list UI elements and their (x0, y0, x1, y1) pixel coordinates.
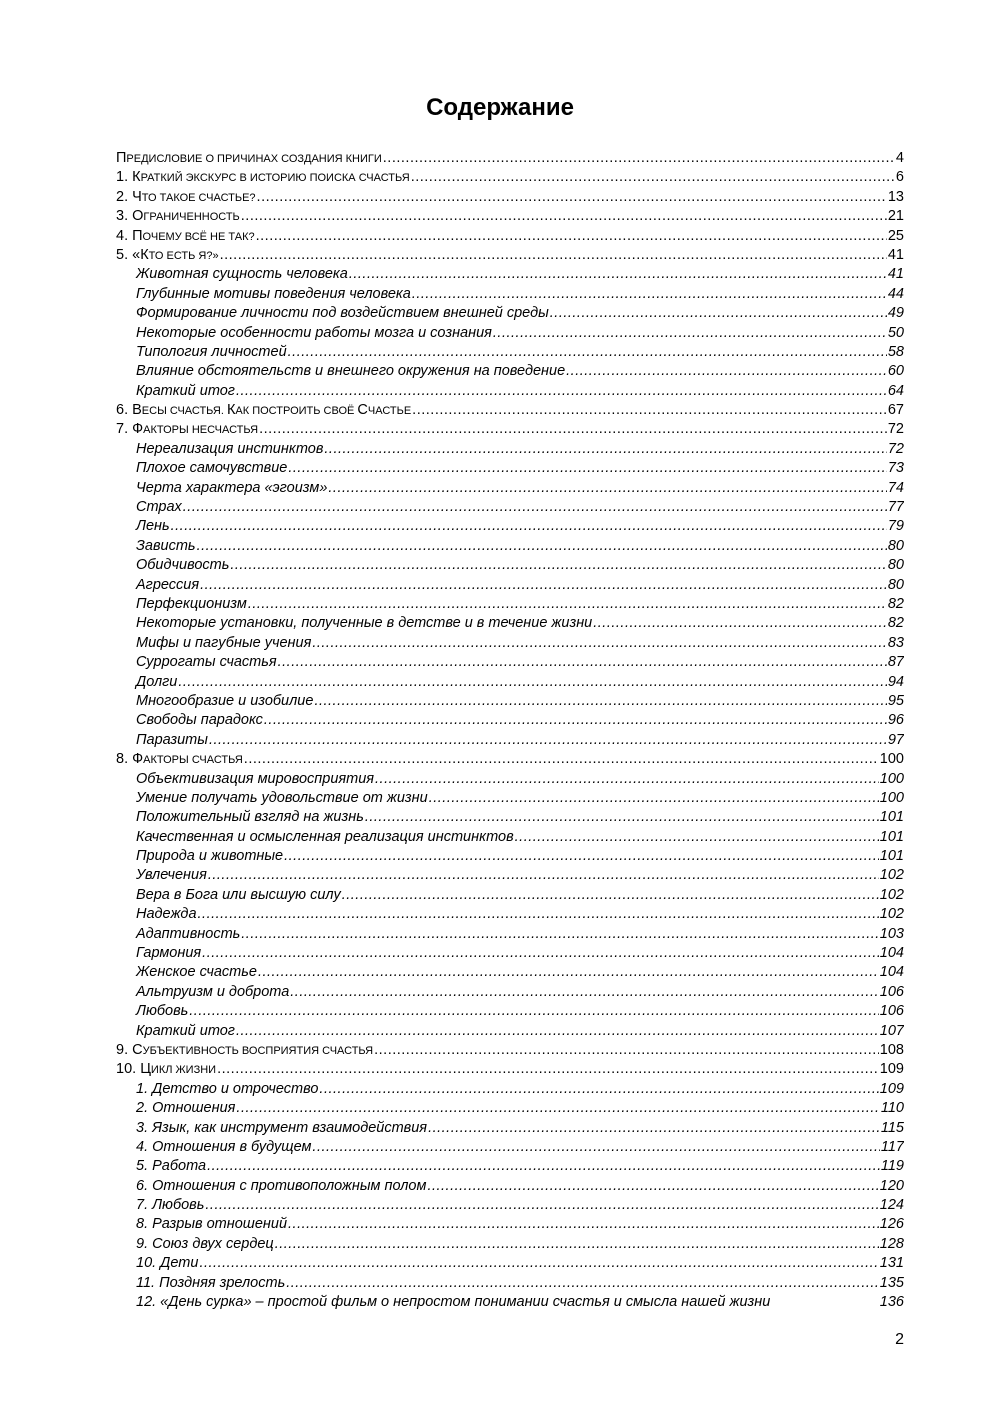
toc-entry[interactable] (116, 420, 904, 439)
toc-entry-title: ПРЕДИСЛОВИЕ О ПРИЧИНАХ СОЗДАНИЯ КНИГИ (116, 150, 382, 166)
toc-entry-title: Долги (136, 673, 178, 690)
toc-entry-title: Любовь (136, 1003, 189, 1020)
toc-page-number: 106 (879, 1003, 904, 1020)
dot-leader (217, 1060, 879, 1079)
toc-entry[interactable] (116, 207, 904, 226)
dot-leader (264, 711, 887, 730)
toc-subentry[interactable] (116, 963, 904, 982)
dot-leader (241, 925, 879, 944)
toc-subentry[interactable] (116, 808, 904, 827)
dot-leader (199, 1254, 878, 1273)
toc-entry-title: 3. Язык, как инструмент взаимодействия (136, 1119, 428, 1136)
toc-page-number: 58 (887, 343, 904, 360)
toc-page-number: 25 (887, 227, 904, 244)
toc-subentry[interactable] (116, 285, 904, 304)
toc-page-number: 100 (879, 770, 904, 787)
dot-leader (328, 479, 886, 498)
dot-leader (278, 653, 887, 672)
toc-page-number: 6 (895, 169, 904, 186)
dot-leader (374, 1041, 879, 1060)
toc-subentry[interactable] (116, 537, 904, 556)
toc-entry-title: Умение получать удовольствие от жизни (136, 789, 428, 806)
toc-page-number: 80 (887, 537, 904, 554)
toc-page-number: 100 (879, 751, 904, 768)
table-of-contents (116, 149, 904, 1312)
dot-leader (290, 983, 879, 1002)
toc-page-number: 96 (887, 712, 904, 729)
toc-page-number: 136 (879, 1294, 904, 1311)
toc-subentry[interactable] (116, 1293, 904, 1312)
toc-entry[interactable] (116, 188, 904, 207)
dot-leader (427, 1177, 878, 1196)
toc-subentry[interactable] (116, 731, 904, 750)
toc-page-number: 82 (887, 595, 904, 612)
dot-leader (236, 382, 887, 401)
toc-entry[interactable] (116, 401, 904, 420)
toc-entry-title: Черта характера «эгоизм» (136, 479, 328, 496)
dot-leader (275, 1235, 879, 1254)
toc-subentry[interactable] (116, 614, 904, 633)
toc-entry-title: Свободы парадокс (136, 712, 263, 729)
toc-entry-title: 7. Любовь (136, 1197, 205, 1214)
dot-leader (593, 614, 887, 633)
toc-page-number: 101 (879, 828, 904, 845)
dot-leader (550, 304, 887, 323)
toc-subentry[interactable] (116, 459, 904, 478)
dot-leader (493, 324, 887, 343)
toc-page-number: 104 (879, 964, 904, 981)
toc-entry-title: Глубинные мотивы поведения человека (136, 285, 411, 302)
toc-subentry[interactable] (116, 1138, 904, 1157)
toc-entry-title: Перфекционизм (136, 595, 247, 612)
toc-subentry[interactable] (116, 1002, 904, 1021)
toc-entry-title: 5. «КТО ЕСТЬ Я?» (116, 246, 219, 263)
toc-entry[interactable] (116, 1041, 904, 1060)
dot-leader (429, 789, 879, 808)
toc-page-number: 64 (887, 382, 904, 399)
dot-leader (342, 886, 879, 905)
toc-entry-title: Женское счастье (136, 964, 257, 981)
toc-entry-title: 7. ФАКТОРЫ НЕСЧАСТЬЯ (116, 421, 259, 438)
toc-page-number: 79 (887, 518, 904, 535)
toc-entry-title: 1. Детство и отрочество (136, 1080, 319, 1097)
toc-page-number: 74 (887, 479, 904, 496)
toc-page-number: 115 (880, 1119, 904, 1136)
toc-entry-title: 3. ОГРАНИЧЕННОСТЬ (116, 208, 240, 225)
toc-page-number: 83 (887, 634, 904, 651)
toc-entry-title: Паразиты (136, 731, 208, 748)
dot-leader (183, 498, 887, 517)
dot-leader (286, 1274, 879, 1293)
toc-entry-title: Многообразие и изобилие (136, 692, 314, 709)
toc-entry[interactable] (116, 1060, 904, 1079)
toc-page-number: 94 (887, 673, 904, 690)
toc-entry-title: Краткий итог (136, 1022, 235, 1039)
toc-page-number: 100 (879, 789, 904, 806)
dot-leader (515, 828, 879, 847)
dot-leader (259, 420, 887, 439)
toc-subentry[interactable] (116, 479, 904, 498)
toc-page-number: 117 (880, 1138, 904, 1155)
toc-subentry[interactable] (116, 265, 904, 284)
toc-page-number: 13 (887, 188, 904, 205)
dot-leader (200, 576, 887, 595)
toc-subentry[interactable] (116, 1119, 904, 1138)
toc-page-number: 101 (879, 848, 904, 865)
toc-page-number: 82 (887, 615, 904, 632)
dot-leader (241, 207, 887, 226)
toc-entry-title: Некоторые установки, полученные в детстве и в течение жизни (136, 615, 593, 632)
dot-leader (205, 1196, 878, 1215)
dot-leader (324, 440, 886, 459)
toc-page-number: 135 (879, 1274, 904, 1291)
toc-subentry[interactable] (116, 886, 904, 905)
toc-subentry[interactable] (116, 925, 904, 944)
toc-entry-title: 6. Отношения с противоположным полом (136, 1177, 427, 1194)
toc-page-number: 21 (887, 208, 904, 225)
toc-entry-title: 10. Дети (136, 1255, 199, 1272)
toc-entry-title: Зависть (136, 537, 196, 554)
dot-leader (198, 905, 879, 924)
toc-entry-title: 2. Отношения (136, 1100, 236, 1117)
dot-leader (208, 866, 879, 885)
dot-leader (244, 750, 879, 769)
dot-leader (220, 246, 887, 265)
toc-subentry[interactable] (116, 556, 904, 575)
page-title: Содержание (426, 94, 574, 121)
dot-leader (288, 343, 887, 362)
toc-entry-title: 6. ВЕСЫ СЧАСТЬЯ. КАК ПОСТРОИТЬ СВОЁ СЧАСТЬЕ (116, 402, 412, 419)
toc-entry-title: Природа и животные (136, 848, 284, 865)
toc-entry-title: Обидчивость (136, 557, 230, 574)
toc-entry[interactable] (116, 246, 904, 265)
toc-page-number: 73 (887, 460, 904, 477)
toc-page-number: 126 (879, 1216, 904, 1233)
toc-subentry[interactable] (116, 1215, 904, 1234)
toc-page-number: 106 (879, 983, 904, 1000)
toc-entry-title: Влияние обстоятельств и внешнего окружения на поведение (136, 363, 566, 380)
dot-leader (428, 1119, 880, 1138)
dot-leader (284, 847, 879, 866)
toc-entry-title: 10. ЦИКЛ ЖИЗНИ (116, 1061, 217, 1078)
toc-page-number: 102 (879, 906, 904, 923)
toc-page-number: 72 (887, 440, 904, 457)
toc-page-number: 102 (879, 886, 904, 903)
dot-leader (319, 1080, 878, 1099)
toc-page-number: 124 (879, 1197, 904, 1214)
toc-subentry[interactable] (116, 866, 904, 885)
dot-leader (258, 963, 879, 982)
toc-subentry[interactable] (116, 517, 904, 536)
dot-leader (365, 808, 879, 827)
dot-leader (197, 537, 887, 556)
toc-page-number: 50 (887, 324, 904, 341)
toc-entry-title: Вера в Бога или высшую силу (136, 886, 341, 903)
toc-entry-title: 8. Разрыв отношений (136, 1216, 288, 1233)
toc-subentry[interactable] (116, 343, 904, 362)
toc-subentry[interactable] (116, 828, 904, 847)
toc-subentry[interactable] (116, 1099, 904, 1118)
dot-leader (288, 1215, 879, 1234)
toc-page-number: 67 (887, 402, 904, 419)
toc-subentry[interactable] (116, 944, 904, 963)
toc-page-number: 95 (887, 692, 904, 709)
toc-page-number: 119 (880, 1158, 904, 1175)
toc-subentry[interactable] (116, 692, 904, 711)
toc-subentry[interactable] (116, 1235, 904, 1254)
toc-subentry[interactable] (116, 576, 904, 595)
toc-entry[interactable] (116, 168, 904, 187)
toc-entry-title: Объективизация мировосприятия (136, 770, 375, 787)
toc-subentry[interactable] (116, 653, 904, 672)
toc-entry-title: Плохое самочувствие (136, 460, 288, 477)
toc-page-number: 109 (879, 1061, 904, 1078)
toc-entry-title: Лень (136, 518, 170, 535)
toc-page-number: 44 (887, 285, 904, 302)
toc-subentry[interactable] (116, 1080, 904, 1099)
toc-page-number: 107 (879, 1022, 904, 1039)
toc-page-number: 120 (879, 1177, 904, 1194)
toc-entry-title: 1. КРАТКИЙ ЭКСКУРС В ИСТОРИЮ ПОИСКА СЧАСТЬЯ (116, 169, 410, 186)
toc-page-number: 41 (887, 246, 904, 263)
toc-entry-title: 8. ФАКТОРЫ СЧАСТЬЯ (116, 751, 243, 768)
toc-subentry[interactable] (116, 1177, 904, 1196)
toc-page-number: 60 (887, 363, 904, 380)
toc-subentry[interactable] (116, 498, 904, 517)
toc-subentry[interactable] (116, 711, 904, 730)
toc-subentry[interactable] (116, 634, 904, 653)
toc-page-number: 108 (879, 1041, 904, 1058)
toc-page-number: 80 (887, 576, 904, 593)
dot-leader (236, 1022, 879, 1041)
toc-subentry[interactable] (116, 1196, 904, 1215)
toc-entry-title: Мифы и пагубные учения (136, 634, 312, 651)
toc-page-number: 109 (879, 1080, 904, 1097)
toc-page-number: 97 (887, 731, 904, 748)
dot-leader (257, 188, 887, 207)
toc-page-number: 110 (880, 1100, 904, 1117)
dot-leader (412, 401, 887, 420)
dot-leader (248, 595, 887, 614)
toc-entry-title: 9. СУБЪЕКТИВНОСТЬ ВОСПРИЯТИЯ СЧАСТЬЯ (116, 1041, 374, 1058)
toc-entry-title: Альтруизм и доброта (136, 983, 290, 1000)
toc-entry-title: 5. Работа (136, 1158, 207, 1175)
dot-leader (312, 1138, 879, 1157)
toc-entry-title: Нереализация инстинктов (136, 440, 324, 457)
dot-leader (349, 265, 887, 284)
toc-page-number: 4 (895, 150, 904, 166)
toc-subentry[interactable] (116, 1022, 904, 1041)
dot-leader (412, 285, 887, 304)
dot-leader (411, 168, 895, 187)
toc-subentry[interactable] (116, 1274, 904, 1293)
toc-subentry[interactable] (116, 1254, 904, 1273)
toc-entry-title: Адаптивность (136, 925, 241, 942)
toc-entry[interactable] (116, 750, 904, 769)
toc-entry[interactable] (116, 227, 904, 246)
toc-entry-title: 11. Поздняя зрелость (136, 1274, 286, 1291)
toc-page-number: 102 (879, 867, 904, 884)
dot-leader (256, 227, 887, 246)
dot-leader (178, 673, 887, 692)
toc-entry-title: 9. Союз двух сердец (136, 1235, 274, 1252)
toc-entry-title: Положительный взгляд на жизнь (136, 809, 364, 826)
toc-page-number: 87 (887, 654, 904, 671)
dot-leader (375, 770, 879, 789)
toc-entry-title: 2. ЧТО ТАКОЕ СЧАСТЬЕ? (116, 188, 256, 205)
toc-entry-title: 4. Отношения в будущем (136, 1138, 312, 1155)
toc-page-number: 80 (887, 557, 904, 574)
toc-subentry[interactable] (116, 362, 904, 381)
toc-subentry[interactable] (116, 789, 904, 808)
dot-leader (230, 556, 887, 575)
toc-page-number: 77 (887, 499, 904, 516)
dot-leader (202, 944, 879, 963)
dot-leader (209, 731, 887, 750)
toc-subentry[interactable] (116, 905, 904, 924)
toc-subentry[interactable] (116, 1157, 904, 1176)
dot-leader (288, 459, 886, 478)
toc-subentry[interactable] (116, 847, 904, 866)
toc-subentry[interactable] (116, 673, 904, 692)
toc-page-number: 103 (879, 925, 904, 942)
dot-leader (566, 362, 887, 381)
toc-entry-title: Суррогаты счастья (136, 654, 277, 671)
dot-leader (314, 692, 886, 711)
toc-subentry[interactable] (116, 770, 904, 789)
toc-entry-title: 4. ПОЧЕМУ ВСЁ НЕ ТАК? (116, 227, 255, 244)
toc-entry-title: Страх (136, 499, 182, 516)
toc-entry-title: Некоторые особенности работы мозга и сознания (136, 324, 492, 341)
toc-entry-title: Надежда (136, 906, 197, 923)
toc-page-number: 72 (887, 421, 904, 438)
toc-subentry[interactable] (116, 324, 904, 343)
toc-page-number: 128 (879, 1235, 904, 1252)
page-number: 2 (895, 1331, 904, 1348)
toc-entry-title: Краткий итог (136, 382, 235, 399)
toc-page-number: 104 (879, 945, 904, 962)
dot-leader (189, 1002, 879, 1021)
toc-entry-title: Гармония (136, 945, 202, 962)
toc-subentry[interactable] (116, 382, 904, 401)
dot-leader (312, 634, 887, 653)
toc-entry-title: Агрессия (136, 576, 200, 593)
dot-leader (383, 149, 895, 168)
toc-entry-title: Типология личностей (136, 343, 287, 360)
toc-page-number: 49 (887, 305, 904, 322)
dot-leader (236, 1099, 879, 1118)
toc-entry-title: Качественная и осмысленная реализация инстинктов (136, 828, 514, 845)
toc-entry-title: 12. «День сурка» – простой фильм о непростом понимании счастья и смысла нашей жизни (136, 1294, 771, 1311)
toc-subentry[interactable] (116, 983, 904, 1002)
toc-page-number: 41 (887, 266, 904, 283)
toc-subentry[interactable] (116, 595, 904, 614)
toc-subentry[interactable] (116, 440, 904, 459)
toc-page-number: 101 (879, 809, 904, 826)
dot-leader (207, 1157, 880, 1176)
toc-subentry[interactable] (116, 304, 904, 323)
toc-page-number: 131 (879, 1255, 904, 1272)
toc-entry-title: Формирование личности под воздействием внешней среды (136, 305, 549, 322)
toc-entry-title: Увлечения (136, 867, 207, 884)
toc-entry[interactable] (116, 149, 904, 168)
dot-leader (171, 517, 887, 536)
toc-entry-title: Животная сущность человека (136, 266, 348, 283)
